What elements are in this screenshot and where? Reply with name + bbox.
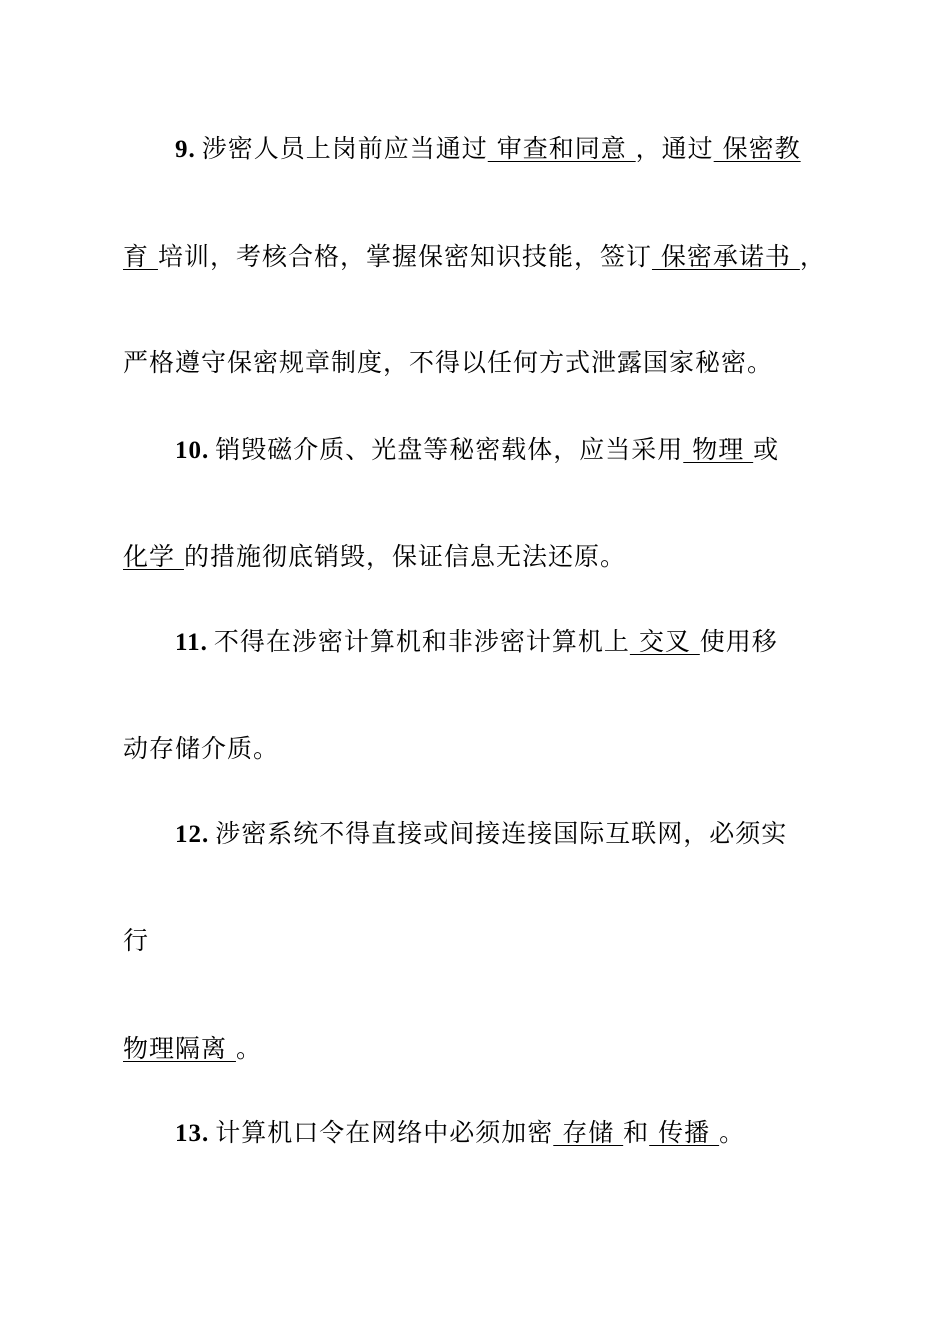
item-11-line-2 <box>123 733 279 765</box>
item-text: 使用移 <box>699 627 778 656</box>
item-text: 不得在涉密计算机和非涉密计算机上 <box>213 627 630 656</box>
item-text: 动存储介质。 <box>123 734 280 763</box>
answer-blank: 存储 <box>553 1118 624 1147</box>
item-text: 行 <box>123 926 150 955</box>
item-number: 11. <box>175 629 208 656</box>
item-9-line-3 <box>123 347 773 379</box>
item-12-line-3 <box>123 1033 262 1065</box>
answer-blank: 保密教 <box>713 134 801 163</box>
item-text: 。 <box>719 1118 746 1147</box>
item-text: 的措施彻底销毁，保证信息无法还原。 <box>183 542 626 571</box>
item-text: 。 <box>235 1034 262 1063</box>
item-10-line-2 <box>123 541 626 573</box>
item-text: ，通过 <box>635 134 714 163</box>
item-9-line-2 <box>123 241 826 273</box>
answer-blank: 育 <box>123 242 158 271</box>
item-13-line-1 <box>175 1117 745 1150</box>
answer-blank: 物理 <box>683 435 754 464</box>
item-number: 12. <box>175 821 210 848</box>
answer-blank: 保密承诺书 <box>651 242 800 271</box>
item-11-line-1 <box>175 626 778 659</box>
item-text: 严格遵守保密规章制度，不得以任何方式泄露国家秘密。 <box>123 348 774 377</box>
answer-blank: 传播 <box>649 1118 720 1147</box>
item-9-line-1 <box>175 133 801 166</box>
item-12-line-2 <box>123 925 149 957</box>
item-10-line-1 <box>175 434 779 467</box>
item-12-line-1 <box>175 818 787 851</box>
item-number: 10. <box>175 437 210 464</box>
answer-blank: 交叉 <box>629 627 700 656</box>
item-number: 13. <box>175 1120 210 1147</box>
item-text: 销毁磁介质、光盘等秘密载体，应当采用 <box>215 435 684 464</box>
item-text: 和 <box>623 1118 650 1147</box>
item-text: ， <box>799 242 826 271</box>
item-text: 或 <box>753 435 780 464</box>
item-text: 涉密人员上岗前应当通过 <box>201 134 488 163</box>
answer-blank: 物理隔离 <box>123 1034 236 1063</box>
item-text: 计算机口令在网络中必须加密 <box>215 1118 554 1147</box>
item-number: 9. <box>175 136 196 163</box>
item-text: 培训，考核合格，掌握保密知识技能，签订 <box>157 242 652 271</box>
item-text: 涉密系统不得直接或间接连接国际互联网，必须实 <box>215 819 788 848</box>
answer-blank: 审查和同意 <box>487 134 636 163</box>
answer-blank: 化学 <box>123 542 184 571</box>
